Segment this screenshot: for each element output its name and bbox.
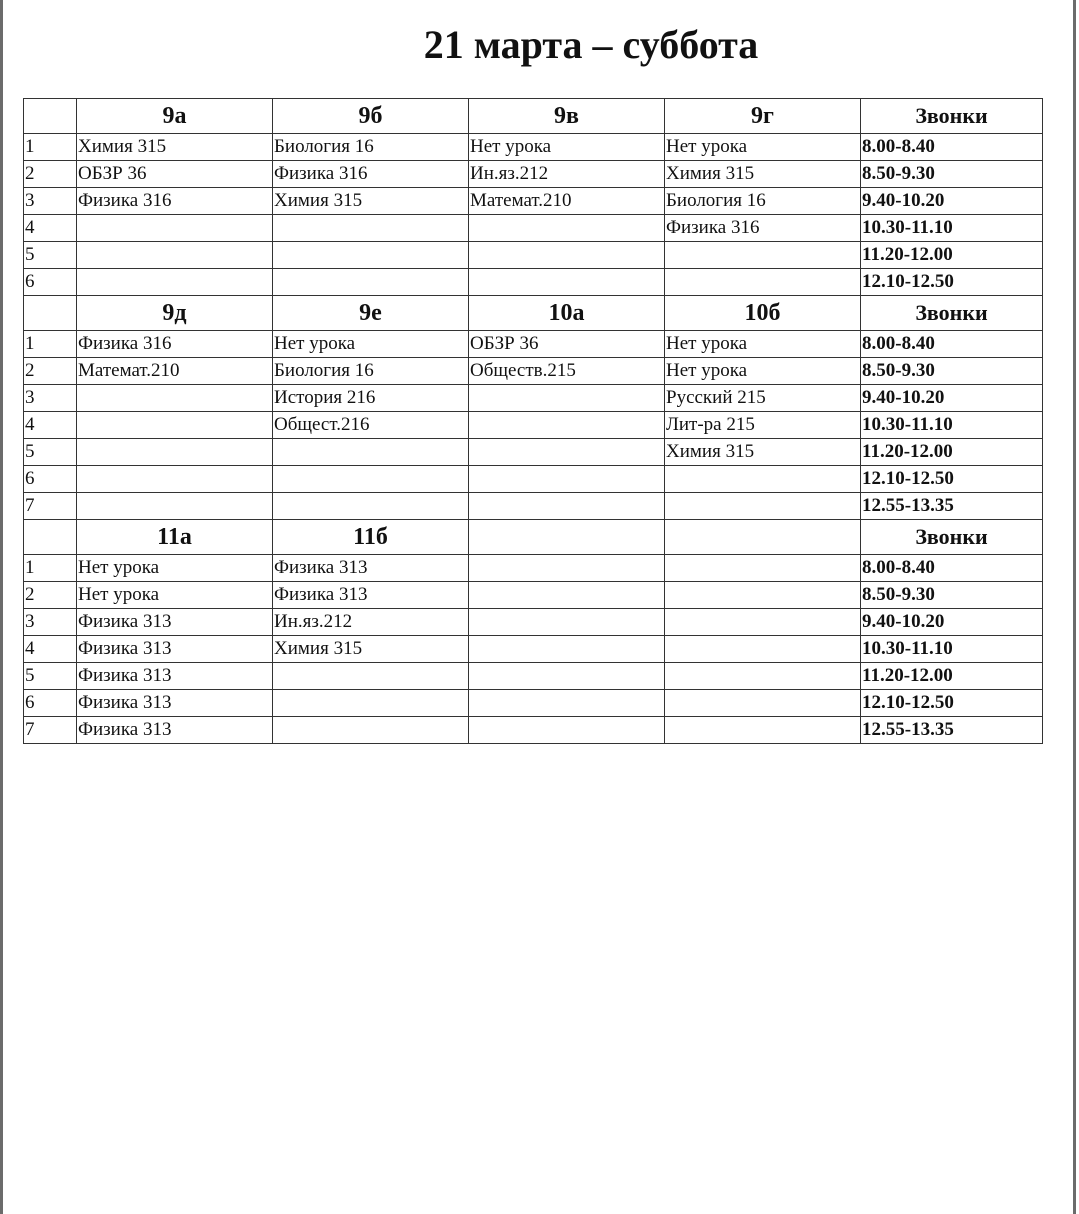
- lesson-cell: Нет урока: [665, 331, 861, 358]
- table-row: [24, 358, 1043, 385]
- lesson-number-header: [24, 296, 77, 331]
- lesson-number-header: [24, 520, 77, 555]
- lesson-cell: [469, 269, 665, 296]
- table-row: [24, 636, 1043, 663]
- bell-time: 10.30-11.10: [861, 215, 1043, 242]
- schedule-table: [23, 98, 1043, 744]
- table-row: [24, 269, 1043, 296]
- lesson-cell: [665, 609, 861, 636]
- lesson-cell: [273, 466, 469, 493]
- lesson-cell: [273, 439, 469, 466]
- lesson-cell: Физика 316: [77, 331, 273, 358]
- table-row: [24, 161, 1043, 188]
- bell-time: 8.00-8.40: [861, 555, 1043, 582]
- lesson-cell: Нет урока: [665, 134, 861, 161]
- bell-time: 11.20-12.00: [861, 663, 1043, 690]
- lesson-cell: Физика 313: [77, 636, 273, 663]
- lesson-number: 3: [24, 609, 77, 636]
- lesson-cell: [665, 717, 861, 744]
- lesson-cell: [273, 717, 469, 744]
- lesson-cell: Ин.яз.212: [273, 609, 469, 636]
- lesson-cell: [665, 690, 861, 717]
- bell-time: 11.20-12.00: [861, 439, 1043, 466]
- lesson-cell: [469, 466, 665, 493]
- lesson-cell: [469, 493, 665, 520]
- lesson-cell: [469, 663, 665, 690]
- table-row: [24, 331, 1043, 358]
- lesson-number: 3: [24, 188, 77, 215]
- lesson-number-header: [24, 99, 77, 134]
- lesson-cell: [273, 242, 469, 269]
- lesson-cell: [469, 215, 665, 242]
- lesson-cell: [469, 636, 665, 663]
- bell-time: 12.10-12.50: [861, 269, 1043, 296]
- bell-time: 8.50-9.30: [861, 582, 1043, 609]
- bells-header: Звонки: [861, 520, 1043, 555]
- lesson-cell: [273, 493, 469, 520]
- lesson-number: 5: [24, 242, 77, 269]
- lesson-number: 7: [24, 717, 77, 744]
- lesson-cell: Нет урока: [77, 582, 273, 609]
- lesson-cell: Математ.210: [77, 358, 273, 385]
- lesson-cell: [77, 215, 273, 242]
- lesson-cell: История 216: [273, 385, 469, 412]
- page-title: 21 марта – суббота: [423, 22, 759, 67]
- class-header: [665, 520, 861, 555]
- bell-time: 10.30-11.10: [861, 412, 1043, 439]
- bell-time: 12.10-12.50: [861, 690, 1043, 717]
- lesson-cell: [273, 690, 469, 717]
- bell-time: 8.00-8.40: [861, 134, 1043, 161]
- lesson-cell: Физика 313: [273, 582, 469, 609]
- lesson-cell: Биология 16: [665, 188, 861, 215]
- lesson-number: 2: [24, 582, 77, 609]
- lesson-cell: Лит-ра 215: [665, 412, 861, 439]
- table-row: [24, 215, 1043, 242]
- lesson-cell: Физика 316: [273, 161, 469, 188]
- section-header-row: [24, 99, 1043, 134]
- lesson-cell: [77, 466, 273, 493]
- bell-time: 8.50-9.30: [861, 358, 1043, 385]
- bell-time: 12.55-13.35: [861, 493, 1043, 520]
- lesson-cell: Нет урока: [665, 358, 861, 385]
- lesson-cell: [665, 493, 861, 520]
- lesson-number: 6: [24, 466, 77, 493]
- table-row: [24, 466, 1043, 493]
- lesson-number: 3: [24, 385, 77, 412]
- lesson-cell: Физика 313: [273, 555, 469, 582]
- bell-time: 8.00-8.40: [861, 331, 1043, 358]
- lesson-cell: [469, 555, 665, 582]
- table-row: [24, 690, 1043, 717]
- lesson-cell: [273, 663, 469, 690]
- lesson-cell: Физика 316: [665, 215, 861, 242]
- lesson-number: 4: [24, 215, 77, 242]
- class-header: 11а: [77, 520, 273, 555]
- bell-time: 11.20-12.00: [861, 242, 1043, 269]
- lesson-number: 6: [24, 690, 77, 717]
- lesson-cell: Обществ.215: [469, 358, 665, 385]
- lesson-cell: [77, 242, 273, 269]
- bell-time: 12.10-12.50: [861, 466, 1043, 493]
- table-row: [24, 439, 1043, 466]
- lesson-cell: [665, 466, 861, 493]
- section-header-row: [24, 520, 1043, 555]
- class-header: 9е: [273, 296, 469, 331]
- lesson-cell: Нет урока: [77, 555, 273, 582]
- lesson-cell: [469, 412, 665, 439]
- lesson-cell: Нет урока: [469, 134, 665, 161]
- table-row: [24, 609, 1043, 636]
- lesson-cell: Химия 315: [665, 439, 861, 466]
- lesson-cell: Физика 316: [77, 188, 273, 215]
- lesson-cell: [77, 493, 273, 520]
- lesson-cell: [77, 269, 273, 296]
- table-row: [24, 242, 1043, 269]
- lesson-cell: Химия 315: [77, 134, 273, 161]
- bell-time: 9.40-10.20: [861, 385, 1043, 412]
- class-header: 9в: [469, 99, 665, 134]
- lesson-cell: [273, 269, 469, 296]
- class-header: 9б: [273, 99, 469, 134]
- bell-time: 9.40-10.20: [861, 188, 1043, 215]
- lesson-cell: Нет урока: [273, 331, 469, 358]
- lesson-cell: Физика 313: [77, 663, 273, 690]
- table-row: [24, 385, 1043, 412]
- lesson-cell: Русский 215: [665, 385, 861, 412]
- table-row: [24, 663, 1043, 690]
- lesson-cell: [469, 690, 665, 717]
- lesson-cell: Ин.яз.212: [469, 161, 665, 188]
- lesson-cell: ОБЗР 36: [469, 331, 665, 358]
- table-row: [24, 493, 1043, 520]
- lesson-cell: [469, 717, 665, 744]
- lesson-cell: Физика 313: [77, 717, 273, 744]
- lesson-cell: ОБЗР 36: [77, 161, 273, 188]
- bells-header: Звонки: [861, 99, 1043, 134]
- lesson-cell: [469, 609, 665, 636]
- class-header: 11б: [273, 520, 469, 555]
- page-border-left: [0, 0, 3, 1214]
- table-row: [24, 134, 1043, 161]
- class-header: 10б: [665, 296, 861, 331]
- lesson-cell: [273, 215, 469, 242]
- class-header: 10а: [469, 296, 665, 331]
- lesson-cell: Физика 313: [77, 609, 273, 636]
- page-border-right: [1073, 0, 1076, 1214]
- lesson-cell: [665, 663, 861, 690]
- bell-time: 12.55-13.35: [861, 717, 1043, 744]
- section-header-row: [24, 296, 1043, 331]
- lesson-cell: Химия 315: [273, 188, 469, 215]
- lesson-cell: Математ.210: [469, 188, 665, 215]
- lesson-number: 7: [24, 493, 77, 520]
- bell-time: 10.30-11.10: [861, 636, 1043, 663]
- lesson-cell: [77, 412, 273, 439]
- table-row: [24, 555, 1043, 582]
- lesson-cell: [469, 242, 665, 269]
- table-row: [24, 188, 1043, 215]
- lesson-number: 6: [24, 269, 77, 296]
- lesson-cell: [665, 555, 861, 582]
- lesson-number: 5: [24, 439, 77, 466]
- lesson-cell: Биология 16: [273, 134, 469, 161]
- class-header: 9а: [77, 99, 273, 134]
- lesson-number: 4: [24, 636, 77, 663]
- lesson-cell: [77, 385, 273, 412]
- table-row: [24, 582, 1043, 609]
- lesson-cell: [469, 582, 665, 609]
- lesson-cell: Биология 16: [273, 358, 469, 385]
- lesson-number: 1: [24, 331, 77, 358]
- table-row: [24, 717, 1043, 744]
- lesson-cell: Химия 315: [273, 636, 469, 663]
- lesson-cell: [469, 439, 665, 466]
- table-row: [24, 412, 1043, 439]
- lesson-cell: [665, 636, 861, 663]
- class-header: 9г: [665, 99, 861, 134]
- lesson-cell: [77, 439, 273, 466]
- lesson-number: 2: [24, 161, 77, 188]
- bell-time: 9.40-10.20: [861, 609, 1043, 636]
- lesson-number: 4: [24, 412, 77, 439]
- class-header: 9д: [77, 296, 273, 331]
- lesson-number: 2: [24, 358, 77, 385]
- lesson-cell: [665, 582, 861, 609]
- lesson-cell: Химия 315: [665, 161, 861, 188]
- lesson-cell: Физика 313: [77, 690, 273, 717]
- bells-header: Звонки: [861, 296, 1043, 331]
- lesson-number: 1: [24, 555, 77, 582]
- lesson-cell: [665, 269, 861, 296]
- lesson-cell: Общест.216: [273, 412, 469, 439]
- lesson-number: 1: [24, 134, 77, 161]
- bell-time: 8.50-9.30: [861, 161, 1043, 188]
- class-header: [469, 520, 665, 555]
- lesson-cell: [469, 385, 665, 412]
- lesson-number: 5: [24, 663, 77, 690]
- lesson-cell: [665, 242, 861, 269]
